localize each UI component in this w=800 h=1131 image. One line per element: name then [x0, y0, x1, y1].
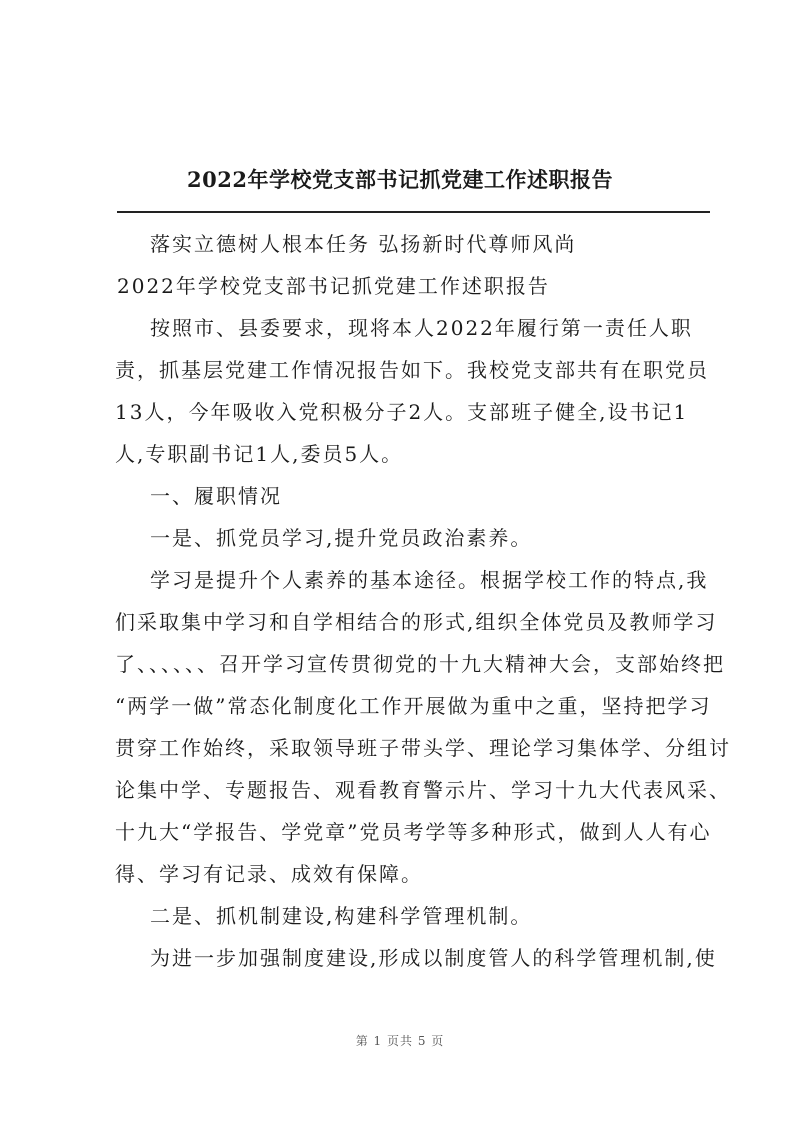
document-title: 2022年学校党支部书记抓党建工作述职报告: [187, 167, 613, 192]
section-heading: 一、履职情况: [150, 484, 282, 508]
body-line: 人,专职副书记1人,委员5人。: [115, 442, 404, 466]
subtitle-line: 2022年学校党支部书记抓党建工作述职报告: [117, 274, 550, 298]
body-line: 得、学习有记录、成效有保障。: [115, 862, 423, 886]
subsection-heading: 二是、抓机制建设,构建科学管理机制。: [150, 904, 533, 928]
title-divider: [117, 211, 710, 213]
body-line: 责，抓基层党建工作情况报告如下。我校党支部共有在职党员: [115, 358, 709, 382]
body-line: 了、、、、、、召开学习宣传贯彻党的十九大精神大会，支部始终把: [115, 652, 725, 676]
body-line: 们采取集中学习和自学相结合的形式,组织全体党员及教师学习: [115, 610, 718, 634]
page-number-footer: 第 1 页共 5 页: [355, 1034, 445, 1048]
slogan-line: 落实立德树人根本任务 弘扬新时代尊师风尚: [150, 232, 577, 256]
subsection-heading: 一是、抓党员学习,提升党员政治素养。: [150, 526, 533, 550]
body-line: 贯穿工作始终，采取领导班子带头学、理论学习集体学、分组讨: [115, 736, 731, 760]
body-line: 按照市、县委要求，现将本人2022年履行第一责任人职: [150, 316, 693, 340]
body-line: 学习是提升个人素养的基本途径。根据学校工作的特点,我: [150, 568, 709, 592]
body-line: “两学一做”常态化制度化工作开展做为重中之重，坚持把学习: [115, 694, 712, 718]
body-line: 论集中学、专题报告、观看教育警示片、学习十九大代表风采、: [115, 778, 731, 802]
body-line: 十九大“学报告、学党章”党员考学等多种形式，做到人人有心: [115, 820, 712, 844]
body-line: 13人，今年吸收入党积极分子2人。支部班子健全,设书记1: [115, 400, 689, 424]
body-line: 为进一步加强制度建设,形成以制度管人的科学管理机制,使: [150, 946, 717, 970]
